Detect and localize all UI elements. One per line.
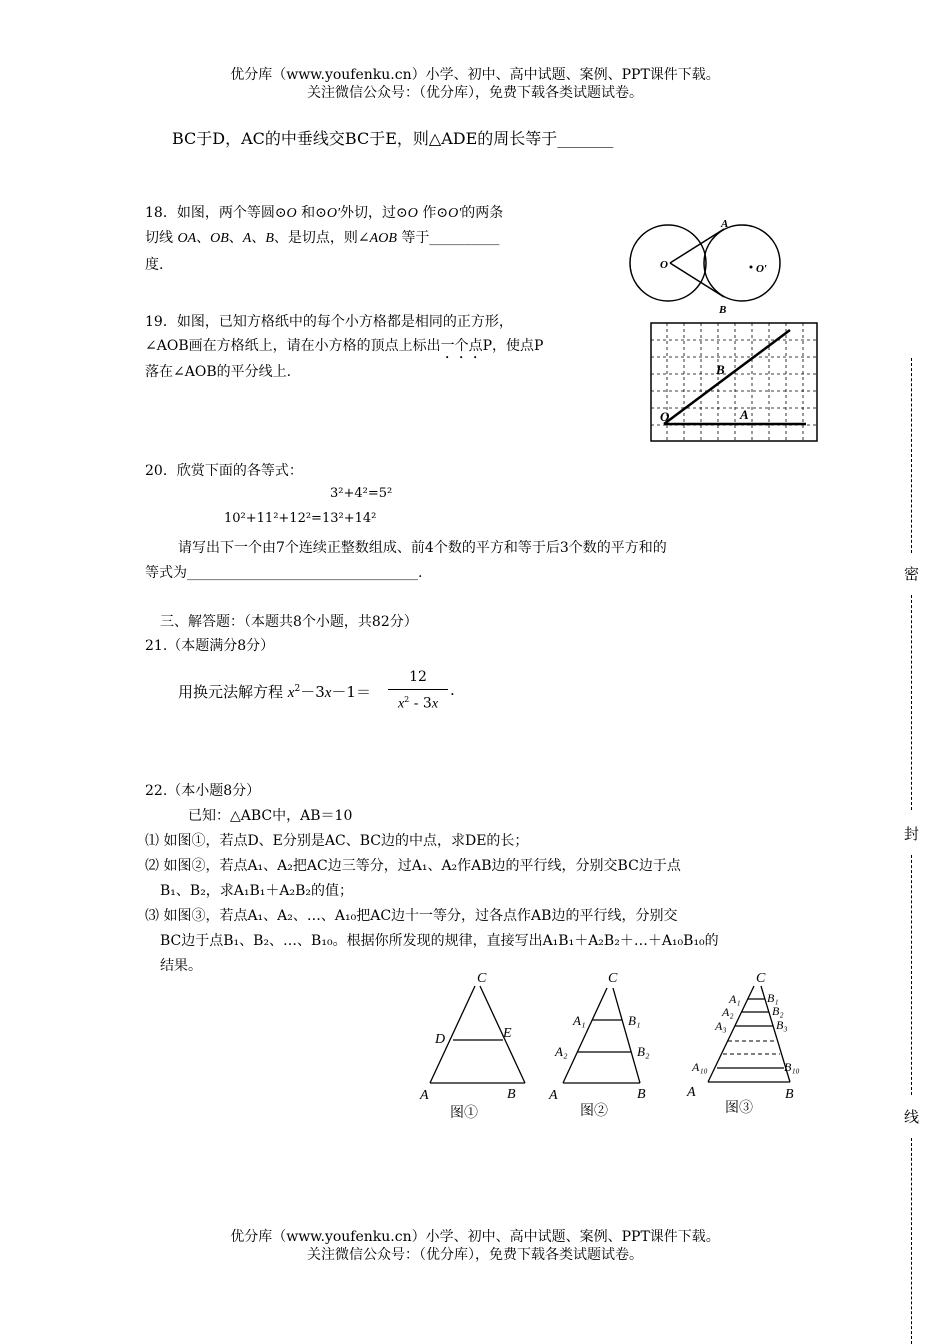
fig1-caption: 图① [450, 1106, 478, 1121]
text: OA [177, 231, 197, 246]
fig3-label-a1: A₁ [729, 992, 741, 1006]
fig2-bc [613, 988, 640, 1083]
q20-line-2: 请写出下一个由7个连续正整数组成、前4个数的平方和等于后3个数的平方和的 [178, 540, 667, 556]
q21-fraction-bar [388, 689, 448, 690]
figure-2 [548, 971, 650, 1119]
seal-char-feng: 封 [904, 825, 920, 843]
text: P，使点P [482, 338, 544, 354]
q19-line-2 [145, 335, 543, 362]
q19-line-3: 落在∠AOB的平分线上. [145, 364, 292, 380]
fig1-label-a: A [420, 1088, 429, 1103]
text: 2 [294, 684, 301, 694]
text: x [397, 696, 405, 712]
fig19-label-a: A [740, 407, 749, 422]
text: 、是切点，则∠ [273, 230, 370, 246]
circle-o-prime [704, 225, 780, 301]
q22-part-1: ⑴ 如图①，若点D、E分别是AC、BC边的中点，求DE的长； [145, 833, 529, 849]
q22-figures [415, 968, 815, 1128]
footer-line-2: 关注微信公众号：（优分库），免费下载各类试题试卷。 [307, 1247, 643, 1263]
q21-end: . [450, 681, 455, 699]
q22-part-3-line-1: ⑶ 如图③，若点A₁、A₂、…、A₁₀把AC边十一等分，过各点作AB边的平行线，分别交 [145, 908, 678, 924]
q21-equation [178, 681, 371, 702]
q22-title: 22.（本小题8分） [145, 783, 261, 799]
figure-1 [419, 971, 525, 1121]
fig3-label-b10: B₁₀ [784, 1060, 800, 1074]
fig2-label-c: C [608, 971, 618, 986]
fig1-label-d: D [435, 1032, 446, 1047]
text: AOB [369, 231, 397, 246]
text: 等于__________ [396, 230, 500, 246]
fig3-label-b: B [785, 1087, 794, 1102]
seal-char-xian: 线 [904, 1108, 920, 1126]
text: 、 [251, 230, 266, 246]
text: 、 [196, 230, 211, 246]
fig1-label-e: E [503, 1026, 512, 1041]
fig2-caption: 图② [580, 1104, 608, 1119]
text: 18．如图，两个等圆⊙ [145, 205, 287, 221]
text: －1＝ [331, 683, 371, 701]
tangent-oa [670, 229, 724, 263]
text: O′ [448, 206, 462, 221]
q18-figure [628, 212, 808, 318]
text: 2 [404, 695, 410, 704]
text: 切线 [145, 230, 178, 246]
q20-eq-1: 3²+4²=5² [330, 486, 393, 501]
footer-line-1: 优分库（www.youfenku.cn）小学、初中、高中试题、案例、PPT课件下载。 [230, 1229, 720, 1245]
fig18-label-b: B [719, 304, 727, 316]
figure-3 [686, 971, 800, 1116]
fig19-label-o: O [660, 409, 670, 424]
header-line-1: 优分库（www.youfenku.cn）小学、初中、高中试题、案例、PPT课件下载。 [230, 67, 720, 83]
seal-line-segment [911, 1138, 912, 1344]
fig18-label-o: O [660, 259, 668, 271]
q18-line-3: 度. [145, 257, 164, 273]
q21-denominator [388, 695, 448, 713]
text: O [407, 206, 418, 221]
fig2-label-b1: B₁ [628, 1013, 641, 1028]
seal-line-segment [911, 358, 912, 553]
seal-line-segment [911, 595, 912, 810]
q17-tail: BC于D，AC的中垂线交BC于E，则△ADE的周长等于_______ [172, 129, 614, 148]
fig1-label-c: C [477, 971, 487, 986]
text: x [287, 685, 295, 701]
text: 外切，过⊙ [340, 205, 408, 221]
center-dot [750, 266, 753, 269]
fig2-label-b: B [637, 1087, 646, 1102]
text: 用换元法解方程 [178, 683, 288, 701]
q20-line-3: 等式为_________________________________. [145, 565, 423, 581]
q22-given: 已知：△ABC中，AB＝10 [188, 808, 353, 824]
fig3-label-a: A [687, 1085, 696, 1100]
text: O′ [326, 206, 341, 221]
text: x [431, 696, 439, 712]
fig2-label-a2: A₂ [555, 1044, 568, 1059]
q20-line-1: 20．欣赏下面的各等式： [145, 463, 303, 479]
fig18-label-a: A [721, 218, 729, 230]
text: 和⊙ [296, 205, 327, 221]
fig19-label-b: B [716, 362, 725, 377]
text: OB [210, 231, 229, 246]
tangent-ob [670, 263, 724, 297]
text: B [265, 231, 274, 246]
text: x [324, 685, 332, 701]
text: ∠AOB画在方格纸上，请在小方格的顶点上标出 [145, 338, 441, 354]
fig3-label-b1: B₁ [767, 991, 779, 1005]
emphasis-text: 一个点 [440, 338, 483, 354]
fig3-label-a2: A₂ [722, 1005, 734, 1019]
fig3-caption: 图③ [725, 1101, 753, 1116]
header-line-2: 关注微信公众号：（优分库），免费下载各类试题试卷。 [307, 85, 643, 101]
text: A [242, 231, 252, 246]
q22-part-3-line-2: BC边于点B₁、B₂、…、B₁₀。根据你所发现的规律，直接写出A₁B₁＋A₂B₂＋…＋A₁₀B₁₀的 [160, 933, 719, 949]
fig2-label-b2: B₂ [637, 1044, 650, 1059]
fig2-ac [563, 988, 607, 1083]
q22-part-2-line-1: ⑵ 如图②，若点A₁、A₂把AC边三等分，过A₁、A₂作AB边的平行线，分别交BC边于点 [145, 858, 681, 874]
text: 作⊙ [417, 205, 449, 221]
q19-grid-figure [650, 322, 818, 442]
fig1-label-b: B [507, 1087, 516, 1102]
section-3-title: 三、解答题：（本题共8个小题，共82分） [160, 614, 418, 630]
fig3-label-a3: A₃ [715, 1019, 727, 1033]
q22-part-2-line-2: B₁、B₂，求A₁B₁＋A₂B₂的值； [160, 883, 354, 899]
fig2-label-a1: A₁ [573, 1013, 586, 1028]
text: O [286, 206, 297, 221]
text: －3 [300, 683, 325, 701]
fig3-label-c: C [756, 971, 766, 986]
text: 的两条 [461, 205, 504, 221]
q21-numerator: 12 [409, 669, 427, 685]
q18-line-1 [145, 204, 503, 223]
fig2-label-a: A [549, 1088, 558, 1103]
seal-char-mi: 密 [904, 565, 920, 583]
q18-line-2 [145, 229, 499, 248]
seal-line-segment [911, 855, 912, 1095]
circle-o [630, 225, 706, 301]
q20-eq-2: 10²+11²+12²=13²+14² [224, 511, 377, 526]
fig3-label-b3: B₃ [776, 1018, 788, 1032]
q21-title: 21.（本题满分8分） [145, 638, 275, 654]
text: 、 [228, 230, 243, 246]
q19-line-1: 19．如图，已知方格纸中的每个小方格都是相同的正方形， [145, 314, 513, 330]
text: - 3 [409, 695, 432, 712]
fig18-label-o-prime: O′ [756, 263, 768, 275]
q22-part-3-line-3: 结果。 [160, 958, 202, 974]
fig3-label-b2: B₂ [772, 1004, 784, 1018]
fig3-label-a10: A₁₀ [692, 1060, 708, 1074]
